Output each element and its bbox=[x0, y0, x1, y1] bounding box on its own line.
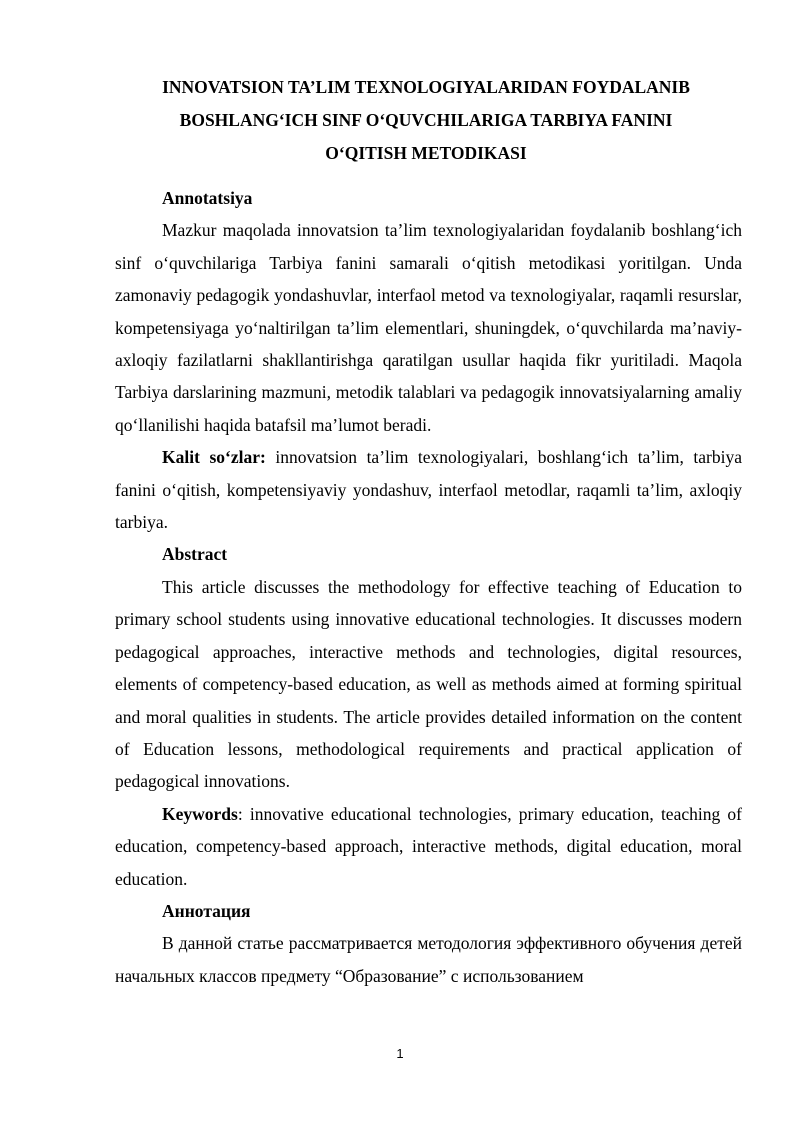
english-abstract-heading: Abstract bbox=[162, 544, 228, 565]
article-body bbox=[115, 182, 742, 992]
article-title bbox=[110, 71, 742, 170]
uzbek-keywords bbox=[115, 441, 742, 538]
uzbek-annotation-heading: Annotatsiya bbox=[162, 188, 253, 208]
title-line-3: O‘QITISH METODIKASI bbox=[325, 143, 527, 163]
english-keywords-label: Keywords bbox=[162, 803, 238, 824]
english-keywords-list: : innovative educational technologies, primary education, teaching of education, competency-based approach, interactive methods, digital education, moral education. bbox=[115, 803, 742, 889]
uzbek-keywords-list: innovatsion ta’lim texnologiyalari, boshlang‘ich ta’lim, tarbiya fanini o‘qitish, kompetensiyaviy yondashuv, interfaol metodlar, raqamli ta’lim, axloqiy tarbiya. bbox=[115, 447, 742, 533]
english-keywords bbox=[115, 798, 742, 895]
russian-annotation-heading: Аннотация bbox=[162, 900, 251, 921]
title-line-1: INNOVATSION TA’LIM TEXNOLOGIYALARIDAN FOYDALANIB bbox=[162, 77, 690, 97]
uzbek-annotation-text: Mazkur maqolada innovatsion ta’lim texnologiyalaridan foydalanib boshlang‘ich sinf o‘quvchilariga Tarbiya fanini samarali o‘qitish metodikasi yoritilgan. Unda zamonaviy pedagogik yondashuvlar, interfaol metod va texnologiyalar, raqamli resurslar, kompetensiyaga yo‘naltirilgan ta’lim elementlari, shuningdek, o‘quvchilarda ma’naviy-axloqiy fazilatlarni shakllantirishga qaratilgan usullar haqida fikr yuritiladi. Maqola Tarbiya darslarining mazmuni, metodik talablari va pedagogik innovatsiyalarning amaliy qo‘llanilishi haqida batafsil ma’lumot beradi. bbox=[115, 220, 742, 435]
page-number: 1 bbox=[396, 1046, 404, 1061]
uzbek-keywords-label: Kalit so‘zlar: bbox=[162, 447, 266, 468]
english-abstract-text: This article discusses the methodology for effective teaching of Education to primary school students using innovative educational technologies. It discusses modern pedagogical approaches, interactive methods and technologies, digital resources, elements of competency-based education, as well as methods aimed at forming spiritual and moral qualities in students. The article provides detailed information on the content of Education lessons, methodological requirements and practical application of pedagogical innovations. bbox=[115, 576, 742, 792]
title-line-2: BOSHLANG‘ICH SINF O‘QUVCHILARIGA TARBIYA FANINI bbox=[179, 110, 673, 130]
russian-annotation-text: В данной статье рассматривается методология эффективного обучения детей начальных классов предмету “Образование” с использованием bbox=[115, 933, 742, 986]
